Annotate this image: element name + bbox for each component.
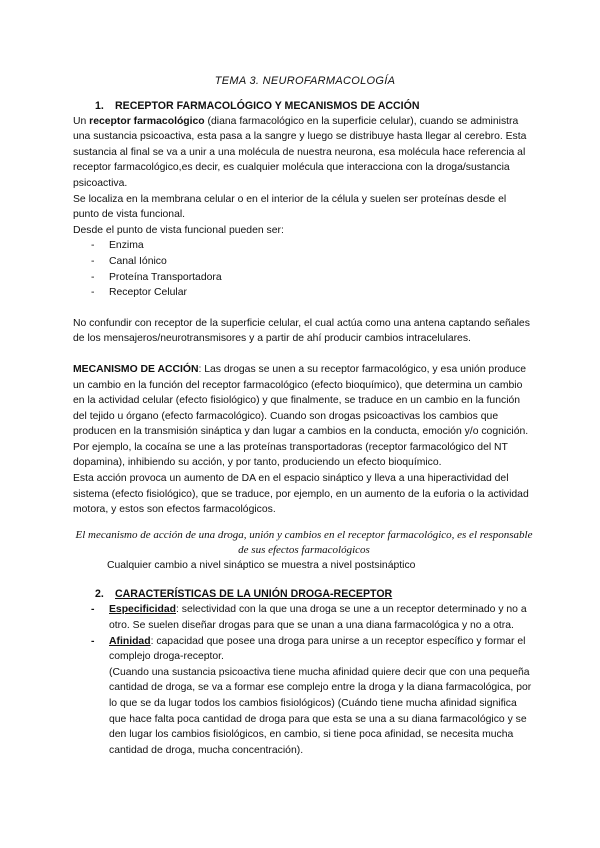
list-item: - Receptor Celular	[91, 285, 533, 301]
document-page	[73, 74, 533, 758]
section-2-number: 2.	[95, 588, 104, 601]
synaptic-note: Cualquier cambio a nivel sináptico se muestra a nivel postsináptico	[107, 559, 416, 571]
functional-types-list	[73, 238, 533, 300]
text-fragment: : capacidad que posee una droga para unirse a un receptor específico y formar el complejo droga-receptor.	[109, 635, 526, 663]
section-1-number: 1.	[95, 99, 104, 112]
list-item: - Canal Iónico	[91, 254, 533, 270]
text-fragment: (diana farmacológico en la superficie celular), cuando se administra una sustancia psicoactiva, esta pasa a la sangre y luego se distribuye hasta llegar al cerebro. Esta sustancia al final se va a unir a una molécula de nuestra neurona, esa molécula hace referencia al receptor farmacológico,es decir, es cualquier molécula que interacciona con la droga/sustancia psicoactiva.	[73, 115, 527, 189]
functional-types-intro: Desde el punto de vista funcional pueden ser:	[73, 224, 284, 236]
section-2-title: CARACTERÍSTICAS DE LA UNIÓN DROGA-RECEPTOR	[115, 588, 393, 601]
cocaine-example-paragraph: Por ejemplo, la cocaína se une a las proteínas transportadoras (receptor farmacológico del NT dopamina), inhibiendo su acción, y por tanto, produciendo un efecto bioquímico.	[73, 441, 508, 469]
term-afinidad: Afinidad	[109, 635, 151, 647]
surface-receptor-note: No confundir con receptor de la superficie celular, el cual actúa como una antena captando señales de los mensajeros/neurotransmisores y a partir de ahí producir cambios intracelulares.	[73, 317, 530, 345]
term-especificidad: Especificidad	[109, 604, 176, 616]
binding-characteristics-list	[73, 602, 533, 758]
mechanism-quote: El mecanismo de acción de una droga, unión y cambios en el receptor farmacológico, es el responsable de sus efectos farmacológicos	[75, 528, 533, 556]
text-fragment: : Las drogas se unen a su receptor farmacológico, y esa unión produce un cambio en la función del receptor farmacológico (efecto bioquímico), que determina un cambio en la actividad celular (efecto fisiológico) y que finalmente, se traduce en un cambio en la función del tejido u órgano (efecto farmacológico). Cuando son drogas psicoactivas los cambios que producen en la transmisión sináptica y dan lugar a cambios en la conducta, emoción y/o cognición.	[73, 363, 529, 438]
dopamine-effect-paragraph: Esta acción provoca un aumento de DA en el espacio sináptico y lleva a una hiperactividad del sistema (efecto fisiológico), que se traduce, por ejemplo, en un aumento de la euforia o la actividad motora, y estos son efectos farmacológicos.	[73, 473, 529, 516]
section-1-heading	[73, 99, 533, 114]
receptor-definition-paragraph	[73, 114, 533, 192]
affinity-explanation: (Cuando una sustancia psicoactiva tiene mucha afinidad quiere decir que con una pequeña cantidad de droga, se va a formar ese complejo entre la droga y la diana farmacológica, por lo que se da lugar todos los cambios fisiológicos) (Cuándo tiene mucha afinidad significa que hace falta poca cantidad de droga para que esta se una a su diana farmacológico y se den lugar los cambios fisiológicos, en cambio, si tiene poca afinidad, se necesita mucha cantidad de droga, mucha concentración).	[109, 666, 532, 756]
text-fragment: Un	[73, 115, 90, 127]
mechanism-paragraph	[73, 362, 533, 440]
term-mecanismo-de-accion: MECANISMO DE ACCIÓN	[73, 363, 199, 375]
list-item	[91, 634, 533, 759]
term-receptor-farmacologico: receptor farmacológico	[89, 115, 205, 127]
document-title: TEMA 3. NEUROFARMACOLOGÍA	[214, 75, 396, 87]
localization-paragraph: Se localiza en la membrana celular o en el interior de la célula y suelen ser proteínas desde el punto de vista funcional.	[73, 193, 507, 221]
list-item: - Proteína Transportadora	[91, 270, 533, 286]
section-2-heading	[73, 587, 533, 602]
list-item	[91, 602, 533, 633]
section-1-title: RECEPTOR FARMACOLÓGICO Y MECANISMOS DE ACCIÓN	[115, 99, 420, 112]
list-item: - Enzima	[91, 238, 533, 254]
text-fragment: : selectividad con la que una droga se une a un receptor determinado y no a otro. Se suelen diseñar drogas para que se unan a una diana farmacológica y no a otra.	[109, 604, 527, 632]
